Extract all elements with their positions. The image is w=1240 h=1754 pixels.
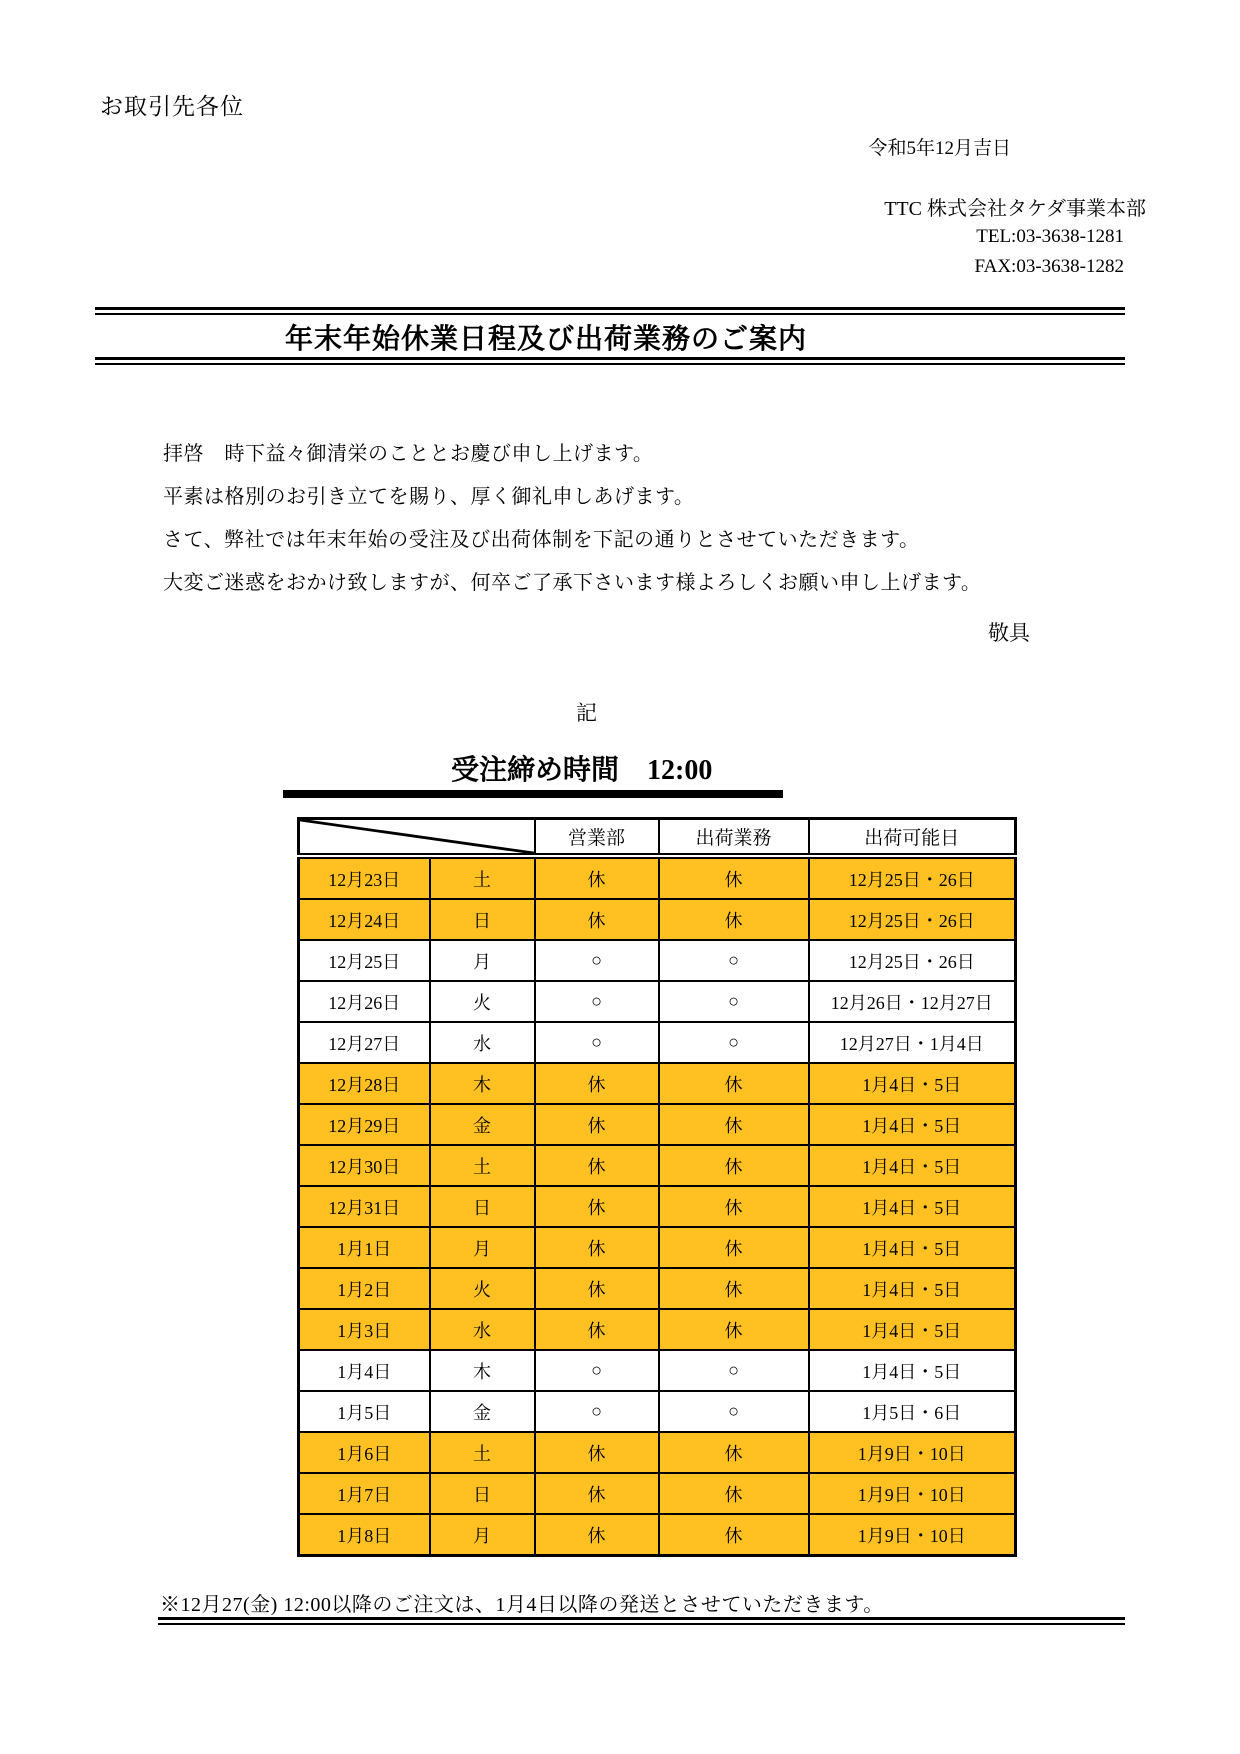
available-cell: 1月4日・5日 [809, 1309, 1016, 1350]
day-cell: 火 [430, 981, 535, 1022]
date-cell: 12月29日 [299, 1104, 430, 1145]
date-cell: 12月24日 [299, 899, 430, 940]
available-cell: 1月9日・10日 [809, 1432, 1016, 1473]
available-cell: 1月4日・5日 [809, 1063, 1016, 1104]
schedule-table-body [299, 856, 1016, 1556]
schedule-table [297, 817, 1017, 1557]
table-row [299, 1104, 1016, 1145]
title-top-rule-2 [95, 313, 1125, 315]
day-cell: 土 [430, 856, 535, 899]
day-cell: 月 [430, 940, 535, 981]
day-cell: 火 [430, 1268, 535, 1309]
available-cell: 1月4日・5日 [809, 1227, 1016, 1268]
table-row [299, 940, 1016, 981]
table-row [299, 1022, 1016, 1063]
table-row [299, 856, 1016, 899]
table-row [299, 1227, 1016, 1268]
day-cell: 日 [430, 1186, 535, 1227]
shipping-cell: ○ [659, 1391, 809, 1432]
date-cell: 1月8日 [299, 1514, 430, 1556]
available-cell: 1月9日・10日 [809, 1514, 1016, 1556]
shipping-cell: 休 [659, 1514, 809, 1556]
available-cell: 12月25日・26日 [809, 940, 1016, 981]
table-row [299, 1473, 1016, 1514]
page-title: 年末年始休業日程及び出荷業務のご案内 [284, 324, 807, 355]
sales-cell: ○ [535, 940, 659, 981]
schedule-table-wrap [297, 817, 1017, 1557]
table-row [299, 1350, 1016, 1391]
sales-cell: 休 [535, 1227, 659, 1268]
ki-marker: 記 [576, 701, 597, 725]
header-sales-dept: 営業部 [535, 819, 659, 857]
date-cell: 1月3日 [299, 1309, 430, 1350]
sales-cell: ○ [535, 1022, 659, 1063]
shipping-cell: 休 [659, 1309, 809, 1350]
sales-cell: 休 [535, 1268, 659, 1309]
sales-cell: 休 [535, 1104, 659, 1145]
day-cell: 金 [430, 1391, 535, 1432]
date-cell: 1月6日 [299, 1432, 430, 1473]
sales-cell: 休 [535, 1309, 659, 1350]
available-cell: 1月4日・5日 [809, 1186, 1016, 1227]
available-cell: 1月5日・6日 [809, 1391, 1016, 1432]
shipping-cell: 休 [659, 1227, 809, 1268]
shipping-cell: 休 [659, 1473, 809, 1514]
sales-cell: 休 [535, 1514, 659, 1556]
available-cell: 1月4日・5日 [809, 1268, 1016, 1309]
shipping-cell: 休 [659, 1186, 809, 1227]
day-cell: 月 [430, 1227, 535, 1268]
sales-cell: 休 [535, 1186, 659, 1227]
day-cell: 土 [430, 1145, 535, 1186]
letter-body [163, 443, 1123, 615]
available-cell: 1月4日・5日 [809, 1145, 1016, 1186]
available-cell: 1月4日・5日 [809, 1350, 1016, 1391]
date-cell: 12月27日 [299, 1022, 430, 1063]
sales-cell: ○ [535, 1350, 659, 1391]
sales-cell: ○ [535, 1391, 659, 1432]
table-row [299, 1145, 1016, 1186]
tel-line: TEL:03-3638-1281 [976, 226, 1124, 247]
available-cell: 12月25日・26日 [809, 899, 1016, 940]
closing-keigu: 敬具 [988, 621, 1030, 645]
shipping-cell: ○ [659, 1350, 809, 1391]
table-row [299, 1063, 1016, 1104]
date-cell: 12月31日 [299, 1186, 430, 1227]
sales-cell: 休 [535, 899, 659, 940]
day-cell: 土 [430, 1432, 535, 1473]
day-cell: 水 [430, 1022, 535, 1063]
paragraph-thanks: 平素は格別のお引き立てを賜り、厚く御礼申しあげます。 [163, 486, 695, 508]
paragraph-greeting: 拝啓 時下益々御清栄のこととお慶び申し上げます。 [163, 443, 654, 465]
shipping-cell: ○ [659, 981, 809, 1022]
table-row [299, 981, 1016, 1022]
paragraph-notice: さて、弊社では年末年始の受注及び出荷体制を下記の通りとさせていただきます。 [163, 529, 920, 551]
title-bottom-rule [95, 357, 1125, 360]
company-name: TTC 株式会社タケダ事業本部 [884, 198, 1146, 220]
available-cell: 12月25日・26日 [809, 856, 1016, 899]
day-cell: 月 [430, 1514, 535, 1556]
table-row [299, 899, 1016, 940]
date-cell: 1月4日 [299, 1350, 430, 1391]
shipping-cell: 休 [659, 1432, 809, 1473]
shipping-cell: ○ [659, 940, 809, 981]
available-cell: 1月4日・5日 [809, 1104, 1016, 1145]
footnote-underline [158, 1617, 1125, 1620]
sales-cell: 休 [535, 1145, 659, 1186]
diagonal-header-cell [299, 819, 535, 857]
header-shipping-ops: 出荷業務 [659, 819, 809, 857]
shipping-cell: 休 [659, 1063, 809, 1104]
shipping-cell: 休 [659, 1104, 809, 1145]
footnote-underline-2 [158, 1623, 1125, 1625]
shipping-cell: 休 [659, 1268, 809, 1309]
shipping-cell: 休 [659, 899, 809, 940]
header-row [299, 819, 1016, 857]
sales-cell: 休 [535, 856, 659, 899]
day-cell: 木 [430, 1063, 535, 1104]
date-cell: 1月7日 [299, 1473, 430, 1514]
paragraph-apology: 大変ご迷惑をおかけ致しますが、何卒ご了承下さいます様よろしくお願い申し上げます。 [163, 572, 982, 594]
date-cell: 12月26日 [299, 981, 430, 1022]
shipping-cell: ○ [659, 1022, 809, 1063]
date-cell: 1月1日 [299, 1227, 430, 1268]
date-cell: 1月2日 [299, 1268, 430, 1309]
available-cell: 12月27日・1月4日 [809, 1022, 1016, 1063]
available-cell: 12月26日・12月27日 [809, 981, 1016, 1022]
table-row [299, 1514, 1016, 1556]
day-cell: 金 [430, 1104, 535, 1145]
day-cell: 日 [430, 1473, 535, 1514]
table-row [299, 1186, 1016, 1227]
recipient-line: お取引先各位 [100, 94, 244, 119]
available-cell: 1月9日・10日 [809, 1473, 1016, 1514]
header-ship-dates: 出荷可能日 [809, 819, 1016, 857]
day-cell: 木 [430, 1350, 535, 1391]
date-cell: 12月25日 [299, 940, 430, 981]
footnote-text: ※12月27(金) 12:00以降のご注文は、1月4日以降の発送とさせていただきます。 [160, 1594, 884, 1616]
table-row [299, 1309, 1016, 1350]
date-cell: 1月5日 [299, 1391, 430, 1432]
sales-cell: 休 [535, 1432, 659, 1473]
shipping-cell: 休 [659, 856, 809, 899]
sales-cell: 休 [535, 1063, 659, 1104]
sales-cell: ○ [535, 981, 659, 1022]
table-row [299, 1391, 1016, 1432]
order-deadline-heading: 受注締め時間 12:00 [451, 755, 713, 786]
sales-cell: 休 [535, 1473, 659, 1514]
date-cell: 12月30日 [299, 1145, 430, 1186]
deadline-underline-bar [283, 790, 783, 798]
date-cell: 12月23日 [299, 856, 430, 899]
fax-line: FAX:03-3638-1282 [974, 256, 1124, 277]
day-cell: 水 [430, 1309, 535, 1350]
table-row [299, 1432, 1016, 1473]
table-row [299, 1268, 1016, 1309]
date-cell: 12月28日 [299, 1063, 430, 1104]
title-top-rule [95, 307, 1125, 310]
diagonal-line-icon [300, 820, 534, 853]
shipping-cell: 休 [659, 1145, 809, 1186]
title-bottom-rule-2 [95, 363, 1125, 365]
day-cell: 日 [430, 899, 535, 940]
issue-date: 令和5年12月吉日 [868, 138, 1011, 159]
